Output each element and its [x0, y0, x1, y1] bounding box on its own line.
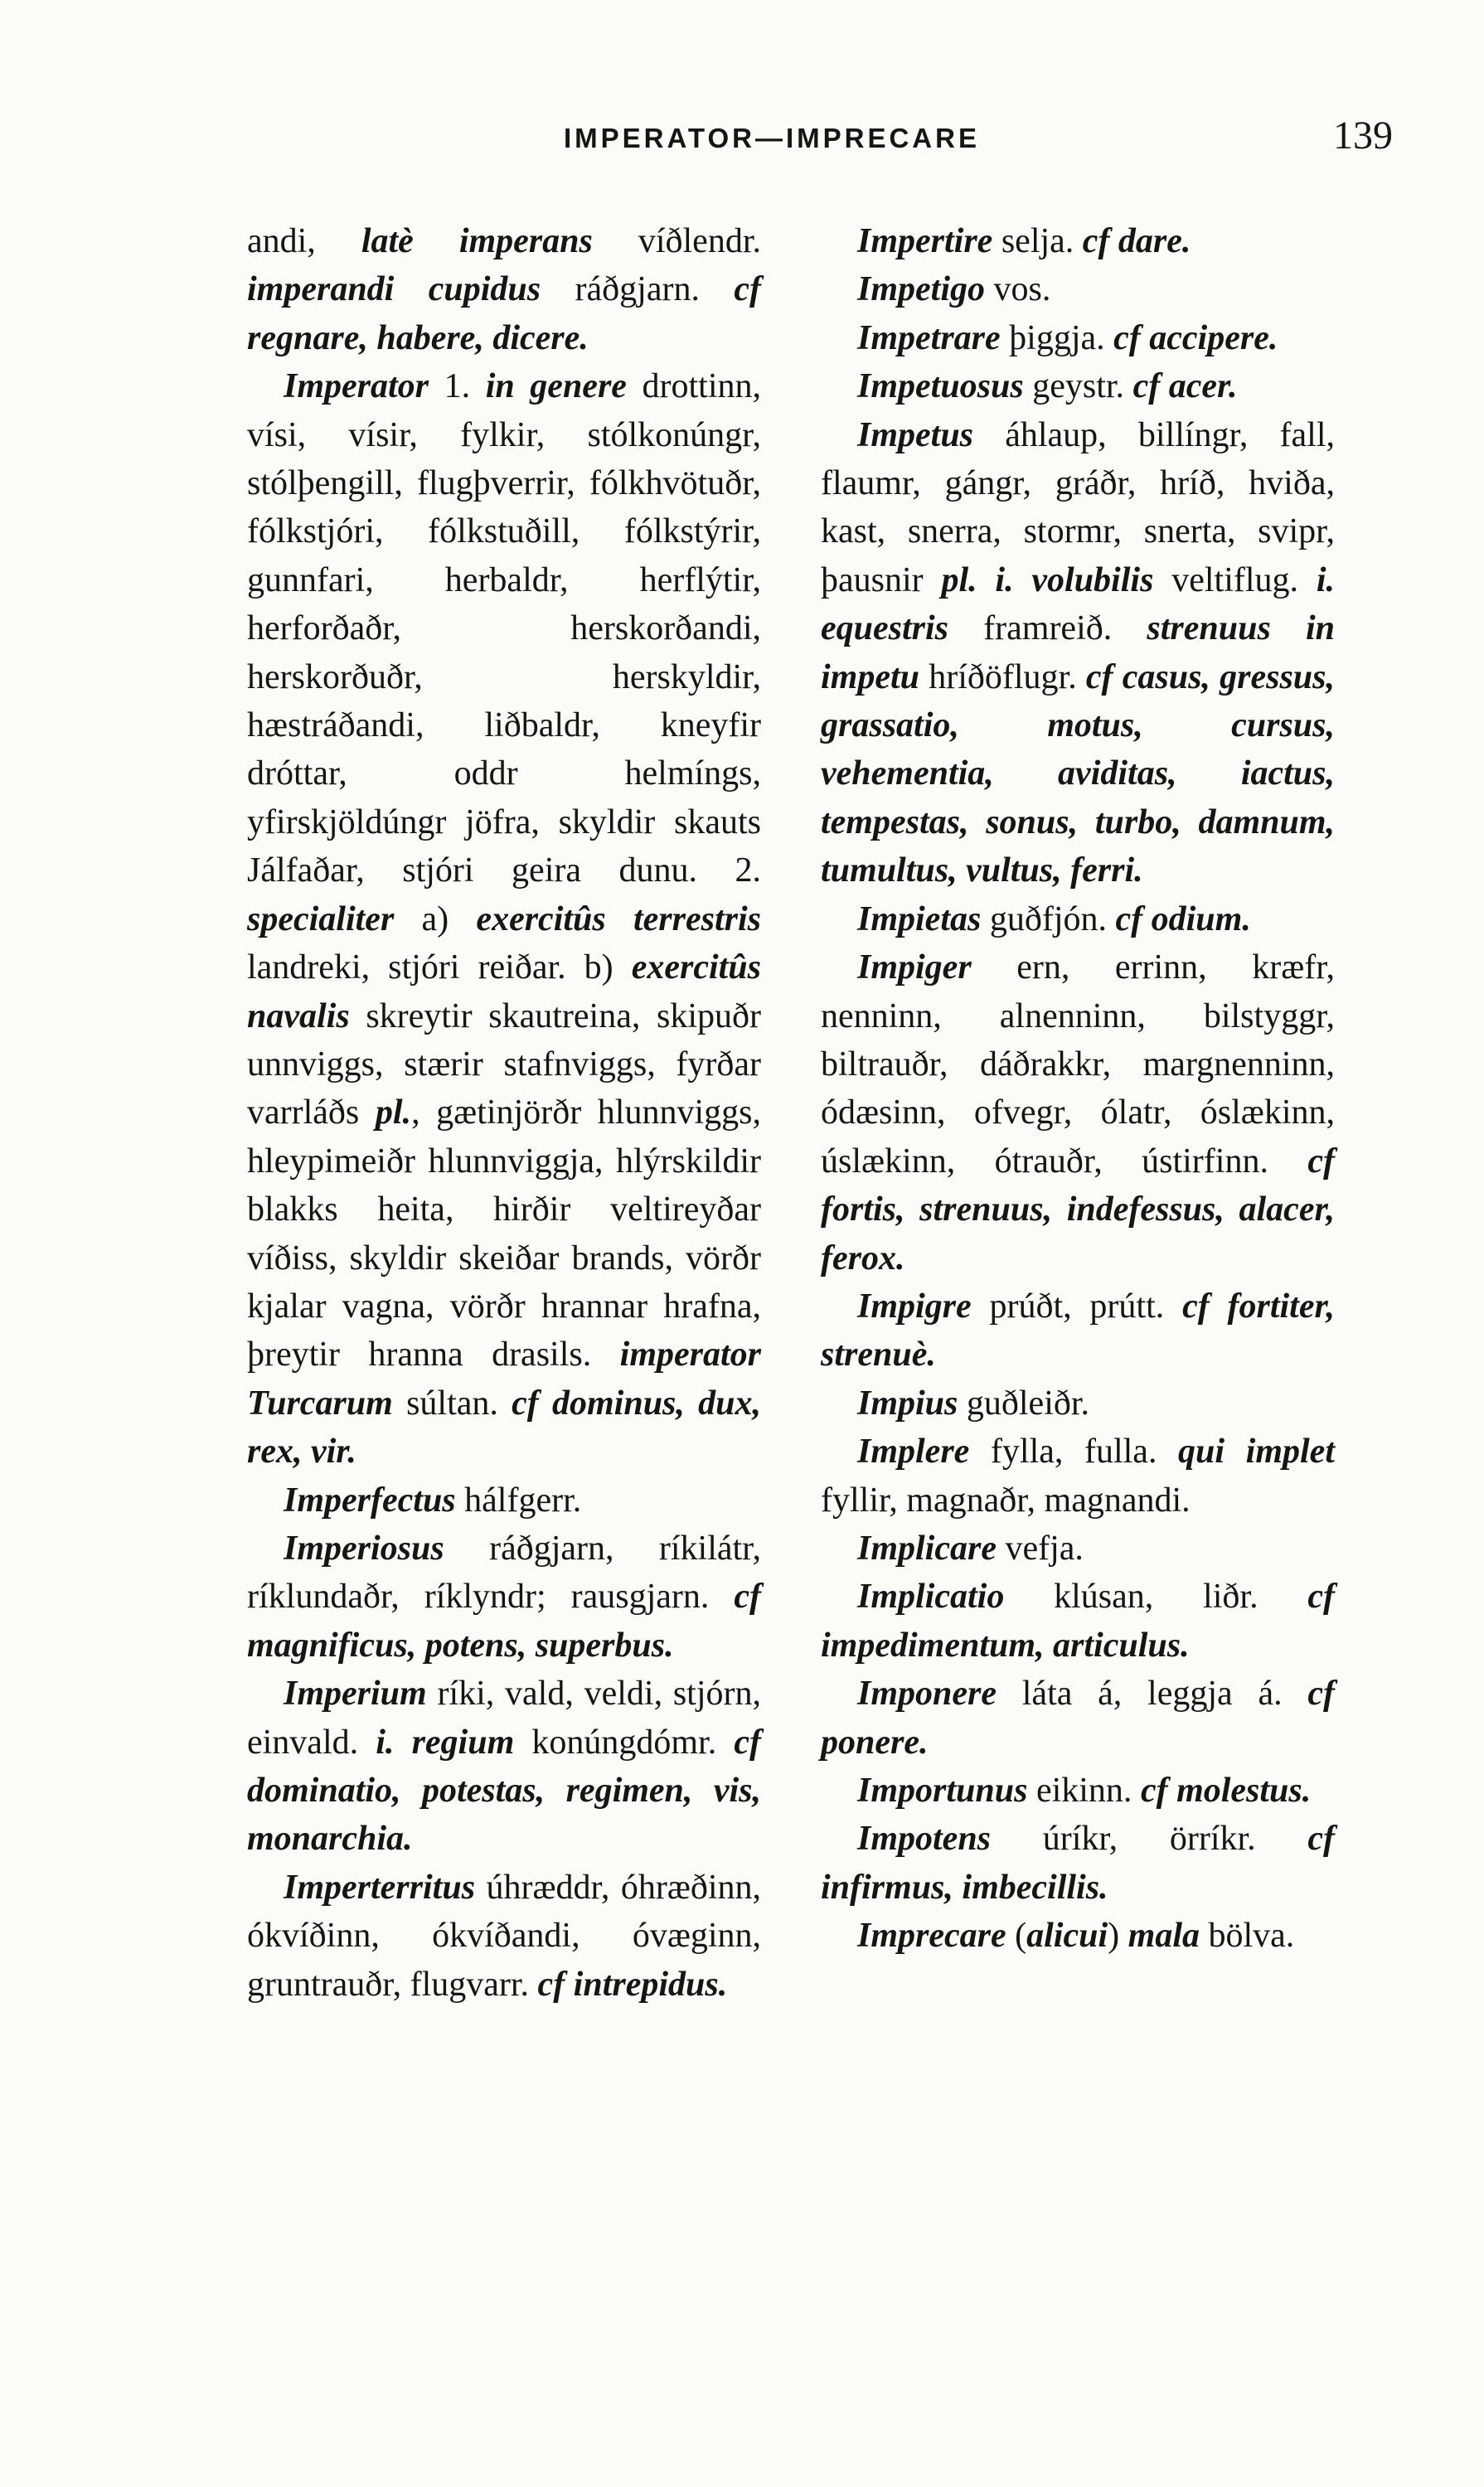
headword: Imperfectus [284, 1481, 456, 1520]
entry-implicare: Implicare vefja. [857, 1529, 1084, 1568]
entry-impetus: Impetus áhlaup, billíngr, fall, flaumr, gángr, gráðr, hríð, hviða, kast, snerra, stormr, snerta, svipr, þausnir pl. i. volubilis veltiflug. i. equestris framreið. strenuus in impetu hríðöflugr. cf casus, gressus, grassatio, motus, cursus, vehementia, aviditas, iactus, tempestas, sonus, turbo, damnum, tumultus, vultus, ferri. [821, 415, 1336, 890]
headword: Implicatio [857, 1578, 1005, 1617]
latin-phrase: i. regium [376, 1723, 515, 1762]
latin-phrase: latè imperans [361, 222, 593, 260]
latin-phrase: pl. [375, 1093, 412, 1132]
page-header [564, 114, 1393, 181]
right-column [821, 217, 1335, 1961]
headword: Impetigo [857, 270, 985, 309]
headword: Imperiosus [284, 1529, 444, 1568]
headword: Impiger [857, 948, 972, 987]
entry-importunus: Importunus eikinn. cf molestus. [857, 1772, 1312, 1810]
entry-imperiosus: Imperiosus ráðgjarn, ríkilátr, ríklundaðr, ríklyndr; rausgjarn. cf magnificus, potens, superbus. [247, 1529, 761, 1665]
headword: Impetrare [857, 318, 1001, 357]
cross-reference: cf dominus, dux, rex, vir. [247, 1384, 762, 1471]
entry-impetrare: Impetrare þiggja. cf accipere. [857, 318, 1278, 357]
headword: Implicare [857, 1529, 997, 1568]
cross-reference: cf dominatio, potestas, regimen, vis, monarchia. [247, 1723, 761, 1859]
latin-phrase: imperator Turcarum [247, 1336, 761, 1423]
cross-reference: cf dare. [1082, 222, 1191, 260]
latin-phrase: qui implet [1178, 1433, 1335, 1471]
entry-imponere: Imponere láta á, leggja á. cf ponere. [821, 1675, 1335, 1762]
headword: Impotens [857, 1820, 992, 1859]
headword: Importunus [857, 1772, 1028, 1810]
running-head: IMPERATOR—IMPRECARE [564, 123, 980, 153]
headword: Imponere [857, 1675, 997, 1714]
latin-phrase: exercitûs terrestris [476, 899, 761, 938]
entry-impertire: Impertire selja. cf dare. [857, 222, 1191, 260]
headword: Impietas [857, 899, 982, 938]
latin-phrase: imperandi cupidus [247, 270, 541, 309]
latin-phrase: alicui [1026, 1917, 1108, 1956]
entry-impetigo: Impetigo vos. [857, 270, 1051, 309]
entry-imperator: Imperator 1. in genere drottinn, vísi, vísir, fylkir, stólkonúngr, stólþengill, flugþverrir, fólkhvötuðr, fólkstjóri, fólkstuðill, fólkstýrir, gunnfari, herbaldr, herflýtir, herforðaðr, herskorðandi, herskorðuðr, herskyldir, hæstráðandi, liðbaldr, kneyfir dróttar, oddr helmíngs, yfirskjöldúngr jöfra, skyldir skauts Jálfaðar, stjóri geira dunu. 2. specialiter a) exercitûs terrestris landreki, stjóri reiðar. b) exercitûs navalis skreytir skautreina, skipuðr unnviggs, stærir stafnviggs, fyrðar varrláðs pl., gætinjörðr hlunnviggs, hleypimeiðr hlunnviggja, hlýrskildir blakks heita, hirðir veltireyðar víðiss, skyldir skeiðar brands, vörðr kjalar vagna, vörðr hrannar hrafna, þreytir hranna drasils. imperator Turcarum súltan. cf dominus, dux, rex, vir. [247, 367, 762, 1471]
latin-phrase: exercitûs navalis [247, 948, 761, 1035]
latin-phrase: pl. i. volubilis [941, 560, 1154, 599]
entry-impotens: Impotens úríkr, örríkr. cf infirmus, imbecillis. [821, 1820, 1335, 1907]
headword: Impertire [857, 222, 993, 260]
latin-phrase: i. equestris [821, 560, 1335, 648]
latin-phrase: specialiter [247, 899, 395, 938]
entry-impietas: Impietas guðfjón. cf odium. [857, 899, 1251, 938]
cross-reference: cf fortiter, strenuè. [821, 1287, 1335, 1374]
entry-impius: Impius guðleiðr. [857, 1384, 1090, 1423]
latin-phrase: strenuus in impetu [821, 609, 1335, 696]
headword: Impetus [857, 415, 974, 454]
entry-imprecare: Imprecare (alicui) mala bölva. [857, 1917, 1295, 1956]
cross-reference: cf accipere. [1113, 318, 1278, 357]
latin-phrase: mala [1128, 1917, 1200, 1956]
cross-reference: cf molestus. [1140, 1772, 1312, 1810]
cross-reference: cf intrepidus. [537, 1965, 728, 2004]
entry-imperterritus: Imperterritus úhræddr, óhræðinn, ókvíðinn, ókvíðandi, óvæginn, gruntrauðr, flugvarr. cf intrepidus. [247, 1868, 761, 2004]
headword: Impius [857, 1384, 958, 1423]
cross-reference: cf impedimentum, articulus. [821, 1578, 1335, 1665]
headword: Imperium [284, 1675, 427, 1714]
headword: Impigre [857, 1287, 972, 1326]
cross-reference: cf fortis, strenuus, indefessus, alacer, ferox. [821, 1142, 1335, 1277]
headword: Impetuosus [857, 367, 1024, 406]
cross-reference: cf regnare, habere, dicere. [247, 270, 761, 357]
cross-reference: cf magnificus, potens, superbus. [247, 1578, 761, 1665]
cross-reference: cf odium. [1115, 899, 1251, 938]
entry-imperium: Imperium ríki, vald, veldi, stjórn, einvald. i. regium konúngdómr. cf dominatio, potestas, regimen, vis, monarchia. [247, 1675, 761, 1859]
headword: Imperator [284, 367, 429, 406]
left-column [247, 217, 761, 2009]
cross-reference: cf acer. [1132, 367, 1238, 406]
cross-reference: cf infirmus, imbecillis. [821, 1820, 1335, 1907]
headword: Imprecare [857, 1917, 1006, 1956]
cross-reference: cf ponere. [821, 1675, 1335, 1762]
entry-impetuosus: Impetuosus geystr. cf acer. [857, 367, 1238, 406]
entry-continuation: andi, latè imperans víðlendr. imperandi cupidus ráðgjarn. cf regnare, habere, dicere. [247, 222, 761, 357]
entry-implere: Implere fylla, fulla. qui implet fyllir, magnaðr, magnandi. [821, 1433, 1335, 1520]
entry-impigre: Impigre prúðt, prútt. cf fortiter, strenuè. [821, 1287, 1335, 1374]
entry-imperfectus: Imperfectus hálfgerr. [284, 1481, 582, 1520]
entry-implicatio: Implicatio klúsan, liðr. cf impedimentum, articulus. [821, 1578, 1335, 1665]
page-number: 139 [1333, 114, 1393, 158]
headword: Imperterritus [284, 1868, 476, 1907]
entry-impiger: Impiger ern, errinn, kræfr, nenninn, alnenninn, bilstyggr, biltrauðr, dáðrakkr, margnenninn, ódæsinn, ofvegr, ólatr, óslækinn, úslækinn, ótrauðr, ústirfinn. cf fortis, strenuus, indefessus, alacer, ferox. [821, 948, 1335, 1277]
headword: Implere [857, 1433, 970, 1471]
cross-reference: cf casus, gressus, grassatio, motus, cursus, vehementia, aviditas, iactus, tempestas, sonus, turbo, damnum, tumultus, vultus, ferri. [821, 657, 1336, 890]
latin-phrase: in genere [485, 367, 627, 406]
